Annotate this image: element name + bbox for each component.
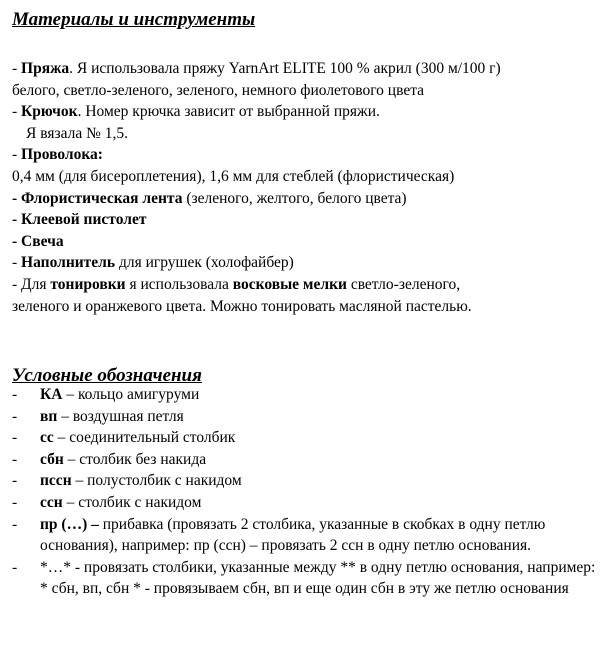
legend-desc: – столбик с накидом — [62, 493, 202, 511]
item-text: . Я использовала пряжу YarnArt ELITE 100 % акрил (300 м/100 г) — [69, 60, 501, 77]
materials-item-filler — [12, 252, 596, 274]
legend-abbr: сбн — [40, 450, 64, 468]
legend-item — [12, 492, 596, 514]
legend-desc: – полустолбик с накидом — [71, 472, 242, 490]
legend-abbr: пссн — [40, 472, 72, 490]
legend-abbr: сс — [40, 429, 54, 447]
legend-desc: – воздушная петля — [57, 407, 184, 425]
legend-desc: – соединительный столбик — [53, 429, 236, 447]
materials-item-yarn — [12, 58, 596, 80]
materials-item-wire — [12, 144, 596, 166]
item-dash: - — [12, 60, 22, 77]
materials-list — [12, 58, 596, 317]
legend-item — [12, 384, 596, 406]
list-dash: - — [12, 386, 18, 403]
list-dash: - — [12, 429, 18, 447]
item-text: светло-зеленого, — [346, 275, 461, 293]
item-label: Пряжа — [21, 60, 70, 77]
legend-abbr: вп — [40, 407, 58, 425]
item-label: Крючок — [21, 103, 78, 121]
legend-desc: – кольцо амигуруми — [62, 386, 200, 403]
legend-item-text — [40, 406, 596, 428]
materials-item-glue — [12, 209, 596, 231]
legend-item — [12, 514, 596, 557]
item-dash: - — [12, 232, 22, 250]
item-prefix: - Для — [12, 275, 51, 293]
materials-heading: Материалы и инструменты — [12, 9, 256, 30]
legend-desc: прибавка (провязать 2 столбика, указанные в скобках в одну петлю основания), например: пр (ссн) – провязать 2 ссн в одну петлю основания. — [40, 515, 546, 555]
legend-item-text — [40, 427, 596, 449]
materials-item-candle — [12, 231, 596, 253]
item-label: Проволока: — [21, 146, 103, 164]
item-text: для игрушек (холофайбер) — [115, 254, 294, 272]
legend-abbr: пр (…) – — [40, 515, 99, 533]
legend-item-text — [40, 514, 596, 557]
legend-desc: – столбик без накида — [63, 450, 207, 468]
list-dash: - — [12, 407, 18, 425]
legend-item-text — [40, 449, 596, 471]
materials-item-tape — [12, 188, 596, 210]
legend-item — [12, 449, 596, 471]
materials-item-hook-cont: Я вязала № 1,5. — [26, 124, 128, 142]
item-dash: - — [12, 146, 22, 164]
item-label: восковые мелки — [232, 275, 347, 293]
list-dash: - — [12, 450, 18, 468]
legend-abbr: ссн — [40, 493, 63, 511]
item-dash: - — [12, 189, 22, 207]
item-dash: - — [12, 254, 22, 272]
legend-list — [12, 384, 596, 600]
legend-item — [12, 557, 596, 600]
item-text: (зеленого, желтого, белого цвета) — [182, 189, 407, 207]
materials-item-toning-cont: зеленого и оранжевого цвета. Можно тонировать масляной пастелью. — [12, 297, 472, 315]
legend-item — [12, 406, 596, 428]
item-text: я использовала — [125, 275, 233, 293]
list-dash: - — [12, 472, 18, 490]
item-label: Наполнитель — [21, 254, 116, 272]
legend-item — [12, 427, 596, 449]
legend-item-text — [40, 492, 596, 514]
legend-desc: *…* - провязать столбики, указанные между ** в одну петлю основания, например: * сбн, вп, сбн * - провязываем сбн, вп и еще один сбн в эту же петлю основания — [40, 558, 596, 598]
list-dash: - — [12, 515, 18, 533]
legend-heading: Условные обозначения — [12, 365, 202, 386]
materials-item-yarn-cont: белого, светло-зеленого, зеленого, немного фиолетового цвета — [12, 81, 425, 99]
legend-item-text — [40, 557, 596, 600]
item-text: . Номер крючка зависит от выбранной пряжи. — [77, 103, 380, 121]
item-dash: - — [12, 103, 22, 121]
legend-item-text — [40, 470, 596, 492]
item-label: тонировки — [50, 275, 126, 293]
legend-item-text — [40, 384, 596, 406]
legend-item — [12, 470, 596, 492]
legend-abbr: КА — [40, 386, 63, 403]
item-label: Свеча — [21, 232, 64, 250]
list-dash: - — [12, 493, 18, 511]
item-dash: - — [12, 211, 22, 229]
item-label: Клеевой пистолет — [21, 211, 147, 229]
item-label: Флористическая лента — [21, 189, 183, 207]
materials-item-hook — [12, 101, 596, 123]
materials-item-toning — [12, 274, 596, 296]
materials-item-wire-cont: 0,4 мм (для бисероплетения), 1,6 мм для стеблей (флористическая) — [12, 167, 455, 185]
list-dash: - — [12, 558, 18, 576]
